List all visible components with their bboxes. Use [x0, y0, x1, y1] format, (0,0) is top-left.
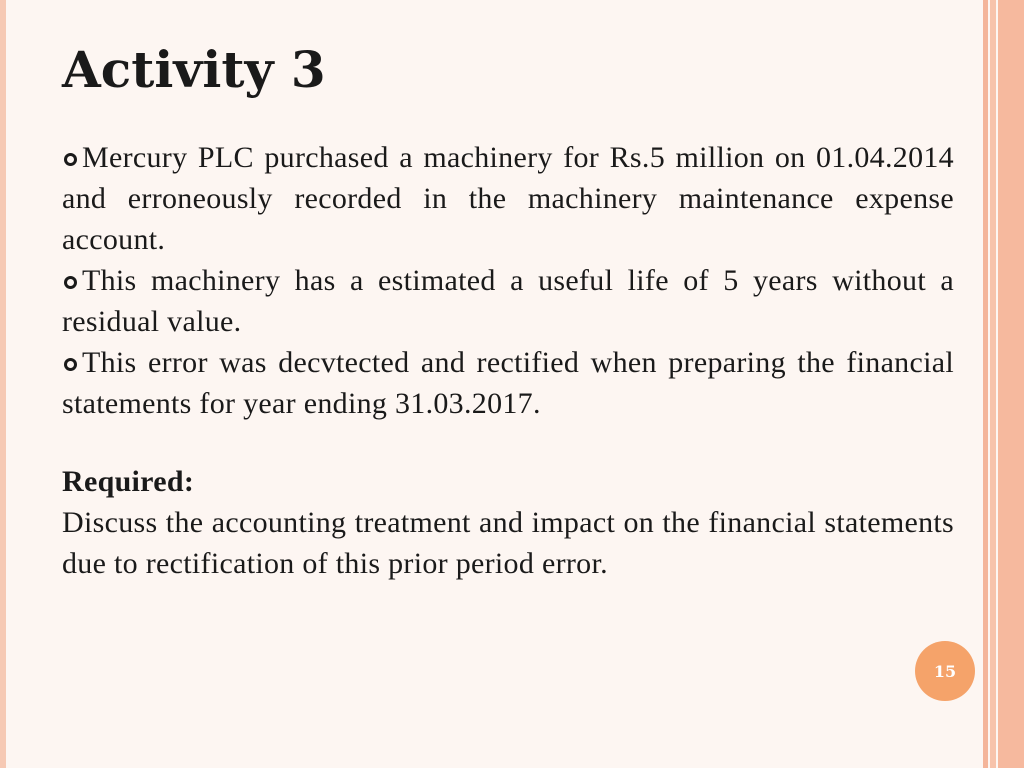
bullet-circle-icon: [64, 358, 77, 371]
required-text: Discuss the accounting treatment and impact on the financial statements due to rectification of this prior period error.: [62, 506, 954, 580]
bullet-item: [62, 342, 954, 424]
bullet-circle-icon: [64, 153, 77, 166]
right-stripe-decoration: [990, 0, 996, 768]
slide-title: Activity 3: [62, 40, 326, 99]
right-stripe-decoration: [998, 0, 1024, 768]
bullet-text: This error was decvtected and rectified when preparing the financial statements for year ending 31.03.2017.: [62, 346, 954, 420]
slide-content: [62, 137, 954, 584]
bullet-text: Mercury PLC purchased a machinery for Rs.5 million on 01.04.2014 and erroneously recorded in the machinery maintenance expense account.: [62, 141, 954, 256]
bullet-item: [62, 260, 954, 342]
left-border-decoration: [0, 0, 6, 768]
bullet-text: This machinery has a estimated a useful life of 5 years without a residual value.: [62, 264, 954, 338]
page-number-badge: 15: [915, 641, 975, 701]
bullet-circle-icon: [64, 276, 77, 289]
right-stripe-decoration: [983, 0, 988, 768]
required-heading: Required:: [62, 465, 195, 498]
bullet-item: [62, 137, 954, 260]
